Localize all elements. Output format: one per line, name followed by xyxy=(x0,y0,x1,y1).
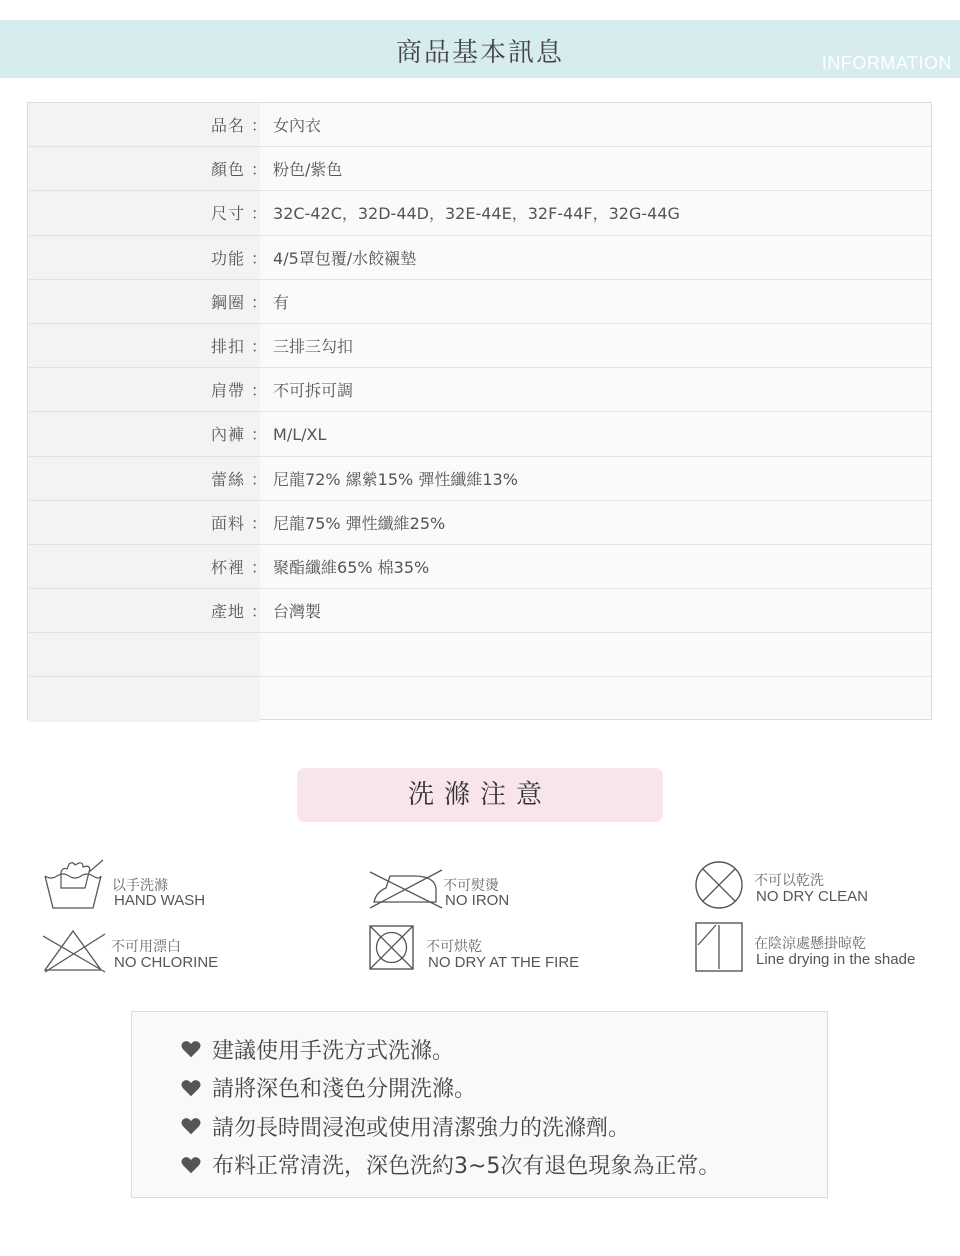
info-value: 尼龍75% 彈性纖維25% xyxy=(273,513,446,533)
info-label: 蕾絲 xyxy=(211,469,246,489)
care-hand-wash xyxy=(43,858,303,912)
info-row-straps xyxy=(28,368,931,412)
info-value: 32C-42C，32D-44D，32E-44E，32F-44F，32G-44G xyxy=(273,204,680,224)
care-label-zh: 以手洗滌 xyxy=(112,878,168,894)
info-value: 台灣製 xyxy=(273,602,322,622)
info-row-function xyxy=(28,236,931,280)
no-dry-clean-icon xyxy=(694,860,746,912)
wash-note xyxy=(180,1107,827,1146)
care-label-en: HAND WASH xyxy=(114,892,206,909)
info-colon: ： xyxy=(251,337,268,357)
wash-note xyxy=(180,1030,827,1069)
info-value: 4/5罩包覆/水餃襯墊 xyxy=(273,248,417,268)
info-value: 粉色/紫色 xyxy=(273,160,343,180)
product-info-table xyxy=(27,102,932,720)
info-value: 女內衣 xyxy=(273,116,322,136)
no-chlorine-icon xyxy=(43,928,107,974)
info-colon: ： xyxy=(251,248,268,268)
wash-note-text: 請將深色和淺色分開洗滌。 xyxy=(212,1077,477,1103)
care-no-iron xyxy=(368,862,628,912)
info-row-origin xyxy=(28,589,931,633)
info-row-empty xyxy=(28,633,931,677)
heart-icon xyxy=(180,1115,202,1137)
care-label-en: NO DRY CLEAN xyxy=(756,888,868,905)
hand-wash-icon xyxy=(43,858,107,912)
wash-note-text: 請勿長時間浸泡或使用清潔強力的洗滌劑。 xyxy=(212,1115,631,1141)
info-row-cup-lining xyxy=(28,545,931,589)
care-label-en: NO CHLORINE xyxy=(114,954,219,971)
wash-note xyxy=(180,1069,827,1108)
info-value: 三排三勾扣 xyxy=(273,337,354,357)
info-label: 產地 xyxy=(211,602,246,622)
info-row-size xyxy=(28,191,931,235)
care-label-en: Line drying in the shade xyxy=(756,951,916,968)
info-value: 聚酯纖維65% 棉35% xyxy=(273,557,430,577)
no-iron-icon xyxy=(368,862,444,910)
info-colon: ： xyxy=(251,204,268,224)
info-label: 顏色 xyxy=(211,160,246,180)
info-label: 肩帶 xyxy=(211,381,246,401)
info-colon: ： xyxy=(251,469,268,489)
page-subtitle: INFORMATION xyxy=(821,53,952,73)
wash-notes-box xyxy=(131,1011,828,1198)
info-colon: ： xyxy=(251,160,268,180)
heart-icon xyxy=(180,1038,202,1060)
wash-note xyxy=(180,1146,827,1185)
care-no-dry-clean xyxy=(694,860,954,912)
info-row-hooks xyxy=(28,324,931,368)
heart-icon xyxy=(180,1154,202,1176)
care-no-chlorine xyxy=(43,928,303,976)
care-no-tumble-dry xyxy=(368,924,628,974)
info-colon: ： xyxy=(251,425,268,445)
care-label-en: NO IRON xyxy=(445,892,510,909)
info-label: 面料 xyxy=(211,513,246,533)
line-dry-shade-icon xyxy=(694,921,746,975)
care-label-zh: 不可烘乾 xyxy=(426,939,482,955)
info-row-lace xyxy=(28,457,931,501)
info-colon: ： xyxy=(251,513,268,533)
info-row-underwire xyxy=(28,280,931,324)
info-label: 鋼圈 xyxy=(211,292,246,312)
wash-note-text: 布料正常清洗，深色洗約3~5次有退色現象為正常。 xyxy=(212,1154,721,1180)
info-label: 內褲 xyxy=(211,425,246,445)
info-row-panties xyxy=(28,412,931,456)
wash-section-title: 洗滌注意 xyxy=(297,768,663,822)
info-label: 尺寸 xyxy=(211,204,246,224)
care-label-en: NO DRY AT THE FIRE xyxy=(428,954,580,971)
info-label: 功能 xyxy=(211,248,246,268)
info-label: 排扣 xyxy=(211,337,246,357)
info-colon: ： xyxy=(251,116,268,136)
info-row-name xyxy=(28,103,931,147)
info-row-fabric xyxy=(28,501,931,545)
info-colon: ： xyxy=(251,557,268,577)
care-label-zh: 不可用漂白 xyxy=(111,939,181,955)
wash-note-text: 建議使用手洗方式洗滌。 xyxy=(212,1038,455,1064)
info-row-color xyxy=(28,147,931,191)
no-tumble-dry-icon xyxy=(368,924,416,972)
care-label-zh: 在陰涼處懸掛晾乾 xyxy=(754,936,866,952)
info-value: 不可拆可調 xyxy=(273,381,354,401)
care-label-zh: 不可熨燙 xyxy=(443,878,499,894)
care-label-zh: 不可以乾洗 xyxy=(754,873,824,889)
info-colon: ： xyxy=(251,292,268,312)
care-line-dry-shade xyxy=(694,921,954,975)
page-title: 商品基本訊息 xyxy=(395,38,564,68)
heart-icon xyxy=(180,1077,202,1099)
info-colon: ： xyxy=(251,381,268,401)
info-label: 杯裡 xyxy=(211,557,246,577)
info-row-empty xyxy=(28,677,931,721)
info-value: 尼龍72% 縲縈15% 彈性纖維13% xyxy=(273,469,518,489)
info-value: M/L/XL xyxy=(273,425,327,445)
info-value: 有 xyxy=(273,292,290,312)
info-label: 品名 xyxy=(211,116,246,136)
info-colon: ： xyxy=(251,602,268,622)
